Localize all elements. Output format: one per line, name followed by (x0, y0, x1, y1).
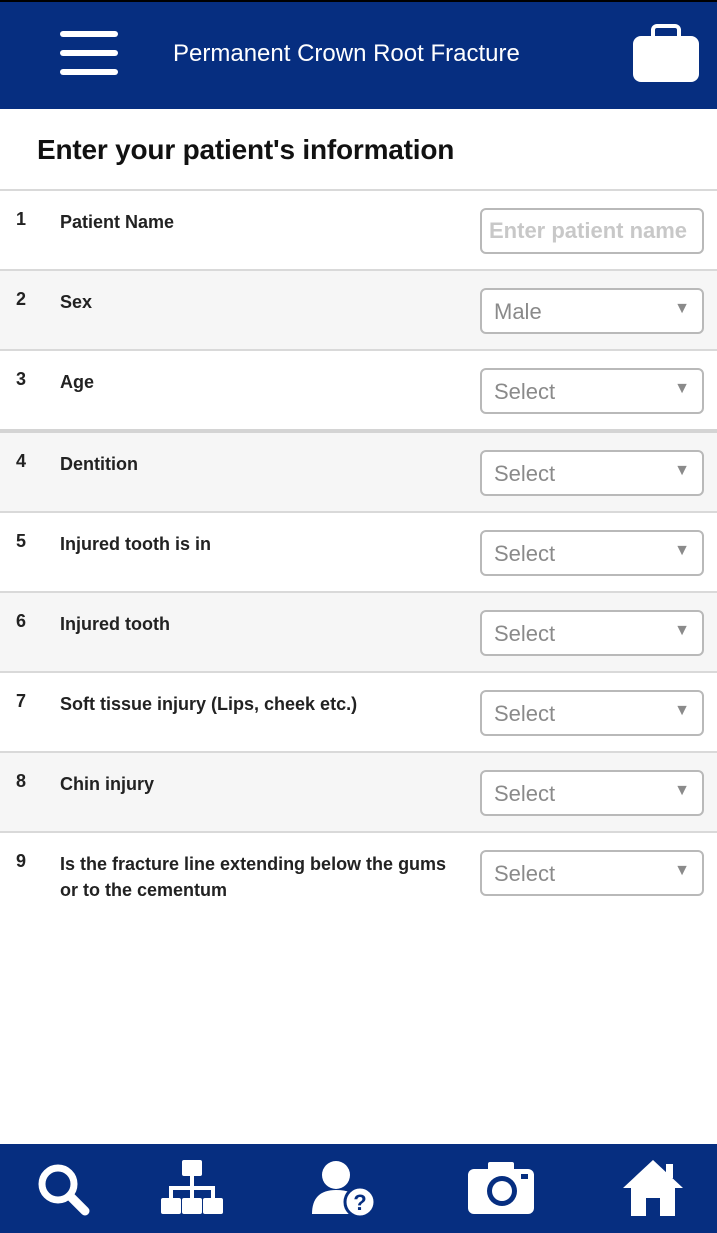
row-number: 4 (16, 451, 27, 471)
select-value: Select (494, 621, 556, 646)
select-value: Select (494, 781, 556, 806)
row-number: 7 (16, 691, 27, 711)
patient-name-input[interactable] (487, 210, 701, 252)
row-label: Soft tissue injury (Lips, cheek etc.) (60, 694, 358, 714)
row-number: 3 (16, 369, 27, 389)
row-label: Sex (60, 292, 93, 312)
page-title: Permanent Crown Root Fracture (173, 40, 520, 67)
form-row-chin-injury (0, 753, 717, 833)
select-value: Select (494, 461, 556, 486)
section-title: Enter your patient's information (37, 134, 455, 165)
form-row-soft-tissue-injury (0, 673, 717, 753)
chevron-down-icon: ▼ (674, 300, 690, 317)
form-row-fracture-line (0, 833, 717, 911)
chevron-down-icon: ▼ (674, 862, 690, 879)
age-select[interactable] (480, 368, 704, 414)
row-label: Is the fracture line extending below the gums or to the cementum (60, 854, 447, 900)
injured-tooth-location-select[interactable] (480, 530, 704, 576)
form-row-dentition (0, 433, 717, 513)
row-label: Injured tooth is in (60, 534, 211, 554)
form-row-patient-name (0, 191, 717, 271)
chevron-down-icon: ▼ (674, 542, 690, 559)
chevron-down-icon: ▼ (674, 622, 690, 639)
dentition-select[interactable] (480, 450, 704, 496)
briefcase-icon[interactable] (631, 24, 701, 86)
hamburger-menu-icon[interactable] (60, 31, 118, 77)
form-row-injured-tooth-location (0, 513, 717, 593)
row-label: Age (60, 372, 95, 392)
chevron-down-icon: ▼ (674, 380, 690, 397)
row-label: Injured tooth (60, 614, 170, 634)
row-number: 8 (16, 771, 27, 791)
soft-tissue-injury-select[interactable] (480, 690, 704, 736)
bottom-nav (0, 1144, 717, 1233)
patient-name-field (480, 208, 704, 254)
select-value: Male (494, 299, 542, 324)
row-number: 1 (16, 209, 27, 229)
row-number: 2 (16, 289, 27, 309)
app-header (0, 0, 717, 109)
row-label: Dentition (60, 454, 138, 474)
chevron-down-icon: ▼ (674, 782, 690, 799)
row-number: 6 (16, 611, 27, 631)
svg-text:?: ? (353, 1190, 367, 1215)
select-value: Select (494, 861, 556, 886)
fracture-line-select[interactable] (480, 850, 704, 896)
camera-icon[interactable] (466, 1158, 536, 1220)
chevron-down-icon: ▼ (674, 462, 690, 479)
form-row-sex (0, 271, 717, 351)
row-label: Patient Name (60, 212, 175, 232)
form-row-injured-tooth (0, 593, 717, 673)
search-icon[interactable] (34, 1158, 94, 1220)
row-number: 5 (16, 531, 27, 551)
select-value: Select (494, 541, 556, 566)
injured-tooth-select[interactable] (480, 610, 704, 656)
select-value: Select (494, 379, 556, 404)
row-number: 9 (16, 851, 27, 871)
sex-select[interactable] (480, 288, 704, 334)
select-value: Select (494, 701, 556, 726)
home-icon[interactable] (622, 1158, 684, 1220)
chevron-down-icon: ▼ (674, 702, 690, 719)
form-row-age (0, 351, 717, 433)
row-label: Chin injury (60, 774, 154, 794)
patient-form (0, 189, 717, 911)
user-help-icon[interactable] (310, 1158, 378, 1220)
chin-injury-select[interactable] (480, 770, 704, 816)
sitemap-icon[interactable] (160, 1158, 224, 1220)
